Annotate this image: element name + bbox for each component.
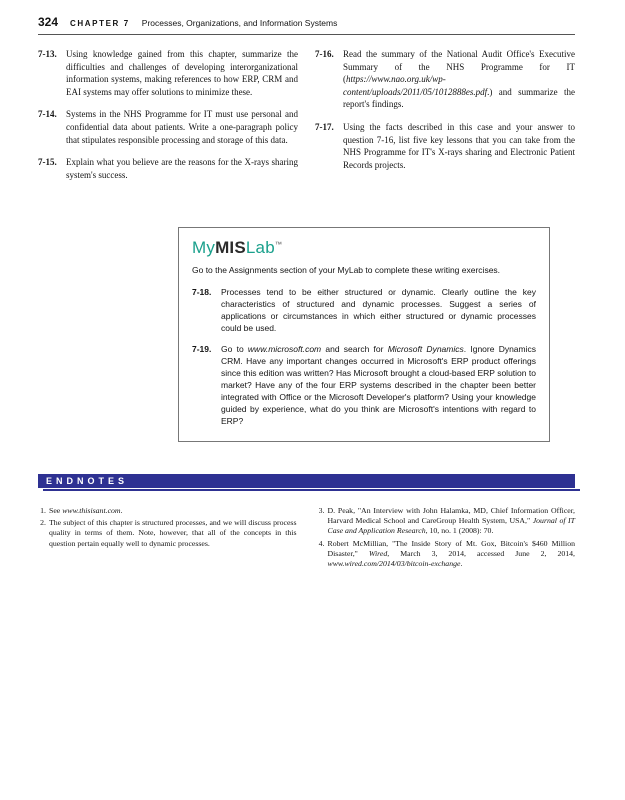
question-number: 7-15. xyxy=(38,157,57,168)
endnote-number: 4. xyxy=(318,538,325,548)
chapter-label: CHAPTER 7 xyxy=(70,19,130,28)
endnotes-right-column xyxy=(317,506,576,572)
chapter-title: Processes, Organizations, and Information Systems xyxy=(141,18,338,28)
question-text: Using the facts described in this case and your answer to question 7-16, list five key lessons that you can take from the NHS Programme for IT's X-rays sharing and Electronic Patient Records projects. xyxy=(343,121,575,170)
mymislab-logo xyxy=(192,238,536,258)
endnotes-section xyxy=(38,506,575,572)
endnote-item-3 xyxy=(317,506,576,537)
question-number: 7-19. xyxy=(192,344,212,355)
endnotes-banner xyxy=(38,474,575,488)
question-number: 7-17. xyxy=(315,121,334,132)
question-text: Systems in the NHS Programme for IT must use personal and confidential data about patients. Write a one-paragraph policy that stipulates responsible processing and storage of this data. xyxy=(66,109,298,145)
page-header xyxy=(38,15,575,35)
review-questions xyxy=(38,48,575,191)
question-text: Go to www.microsoft.com and search for Microsoft Dynamics. Ignore Dynamics CRM. Have any important changes occurred in Microsoft's ERP product offerings since this edition was written? Has Microsoft brought a cloud-based ERP solution to market? Have any of the four ERP systems described in the chapter been better integrated with Office or the Microsoft Developer's platform? Using your knowledge guided by experience, what do you think are Microsoft's intentions with regard to ERP? xyxy=(221,344,537,427)
question-number: 7-13. xyxy=(38,49,57,59)
endnote-item-4 xyxy=(317,539,576,570)
question-text: Explain what you believe are the reasons for the X-rays sharing system's success. xyxy=(66,157,298,180)
question-item-7-14 xyxy=(38,108,298,146)
question-text: Read the summary of the National Audit Office's Executive Summary of the NHS Programme for IT (https://www.nao.org.uk/wp-content/uploads/2011/05/1012888es.pdf.) and summarize the report's findings. xyxy=(343,49,575,110)
question-item-7-13 xyxy=(38,48,298,98)
endnotes-title: ENDNOTES xyxy=(46,475,129,486)
endnote-item-2 xyxy=(38,518,297,549)
mymislab-intro: Go to the Assignments section of your MyLab to complete these writing exercises. xyxy=(192,265,501,276)
endnote-item-1 xyxy=(38,506,297,516)
endnote-number: 1. xyxy=(40,505,46,515)
endnotes-left-column xyxy=(38,506,297,572)
question-item-7-19 xyxy=(192,343,536,427)
endnote-number: 3. xyxy=(318,505,325,515)
question-number: 7-18. xyxy=(192,286,212,297)
endnote-text: Robert McMillian, "The Inside Story of Mt. Gox, Bitcoin's $460 Million Disaster," Wired, March 3, 2014, accessed June 2, 2014, www.wired.com/2014/03/bitcoin-exchange. xyxy=(327,538,575,569)
page-number: 324 xyxy=(38,15,59,29)
questions-left-column xyxy=(38,48,298,191)
question-item-7-17 xyxy=(315,121,575,171)
question-item-7-16 xyxy=(315,48,575,111)
question-number: 7-16. xyxy=(315,49,334,59)
mymislab-logo-mis: MIS xyxy=(215,238,246,258)
mymislab-logo-my: My xyxy=(192,238,216,258)
endnote-number: 2. xyxy=(40,517,46,527)
trademark-symbol: ™ xyxy=(274,241,283,249)
question-text: Processes tend to be either structured or dynamic. Clearly outline the key characteristics of structured and dynamic processes. Suggest a series of applications or circumstances in which either structured or dynamic processes could be used. xyxy=(221,286,536,333)
question-item-7-18 xyxy=(192,286,536,334)
questions-right-column xyxy=(315,48,575,191)
endnote-text: The subject of this chapter is structured processes, and we will discuss process quality in terms of them. Note, however, that all of the concepts in this question pertain equally well to dynamic processes. xyxy=(49,517,297,548)
endnote-text: See www.thisisant.com. xyxy=(49,505,123,515)
mymislab-logo-lab: Lab xyxy=(245,238,275,258)
question-number: 7-14. xyxy=(38,109,57,120)
question-item-7-15 xyxy=(38,156,298,181)
mymislab-box xyxy=(178,227,550,441)
question-text: Using knowledge gained from this chapter, summarize the difficulties and challenges of developing interorganizational information systems, making references to how ERP, CRM and EAI systems may offer solutions to minimize these. xyxy=(66,49,298,97)
endnote-text: D. Peak, "An Interview with John Halamka, MD, Chief Information Officer, Harvard Medical School and CareGroup Health System, USA," Journal of IT Case and Application Research, 10, no. 1 (2008): 70. xyxy=(327,505,575,536)
